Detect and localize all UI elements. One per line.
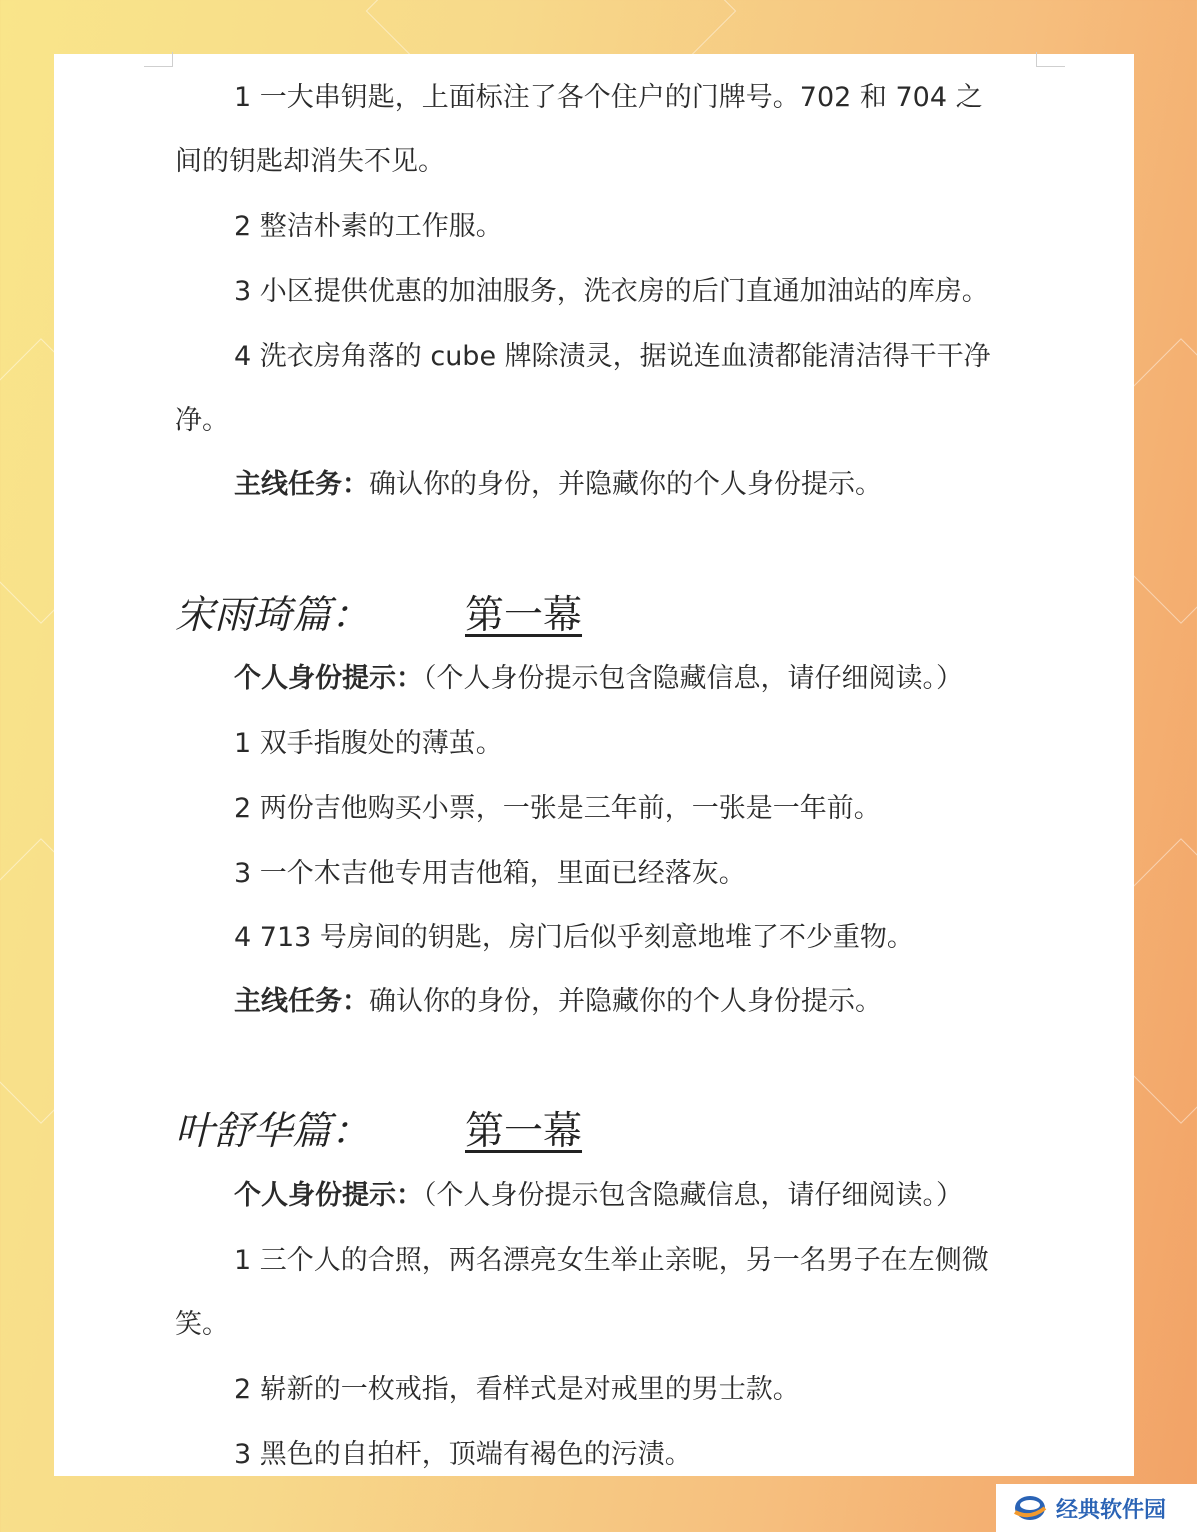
- clue-line: 2 整洁朴素的工作服。: [234, 211, 503, 242]
- clue-line: 1 一大串钥匙，上面标注了各个住户的门牌号。702 和 704 之: [234, 82, 983, 113]
- main-task-text: 确认你的身份，并隐藏你的个人身份提示。: [369, 986, 882, 1017]
- character-heading: 叶舒华篇：: [175, 1109, 371, 1154]
- clue-line: 1 双手指腹处的薄茧。: [234, 728, 503, 759]
- main-task-line: [234, 467, 882, 503]
- identity-hint-label: 个人身份提示：: [234, 1180, 423, 1211]
- identity-hint-line: [234, 1178, 963, 1214]
- clue-line: 3 黑色的自拍杆，顶端有褐色的污渍。: [234, 1439, 692, 1470]
- clue-line: 净。: [175, 405, 229, 436]
- watermark-text: 经典软件园: [1056, 1497, 1167, 1523]
- document-page: [54, 54, 1134, 1476]
- identity-hint-text: （个人身份提示包含隐藏信息，请仔细阅读。）: [423, 663, 963, 694]
- page-corner-mark: [1036, 52, 1065, 67]
- main-task-text: 确认你的身份，并隐藏你的个人身份提示。: [369, 469, 882, 500]
- clue-line: 4 713 号房间的钥匙，房门后似乎刻意地堆了不少重物。: [234, 922, 914, 953]
- identity-hint-text: （个人身份提示包含隐藏信息，请仔细阅读。）: [423, 1180, 963, 1211]
- page-corner-mark: [144, 52, 173, 67]
- clue-line: 2 崭新的一枚戒指，看样式是对戒里的男士款。: [234, 1374, 800, 1405]
- main-task-label: 主线任务：: [234, 469, 369, 500]
- act-title: 第一幕: [465, 593, 583, 638]
- clue-line: 笑。: [175, 1309, 229, 1340]
- main-task-label: 主线任务：: [234, 986, 369, 1017]
- identity-hint-line: [234, 661, 963, 697]
- act-title: 第一幕: [465, 1109, 583, 1154]
- main-task-line: [234, 984, 882, 1020]
- clue-line: 3 小区提供优惠的加油服务，洗衣房的后门直通加油站的库房。: [234, 276, 989, 307]
- globe-logo-icon: [1012, 1493, 1048, 1523]
- site-watermark: [996, 1484, 1197, 1532]
- clue-line: 3 一个木吉他专用吉他箱，里面已经落灰。: [234, 858, 746, 889]
- character-heading: 宋雨琦篇：: [175, 593, 371, 638]
- identity-hint-label: 个人身份提示：: [234, 663, 423, 694]
- clue-line: 2 两份吉他购买小票，一张是三年前，一张是一年前。: [234, 793, 881, 824]
- clue-line: 4 洗衣房角落的 cube 牌除渍灵，据说连血渍都能清洁得干干净: [234, 341, 991, 372]
- clue-line: 1 三个人的合照，两名漂亮女生举止亲昵，另一名男子在左侧微: [234, 1245, 989, 1276]
- clue-line: 间的钥匙却消失不见。: [175, 146, 445, 177]
